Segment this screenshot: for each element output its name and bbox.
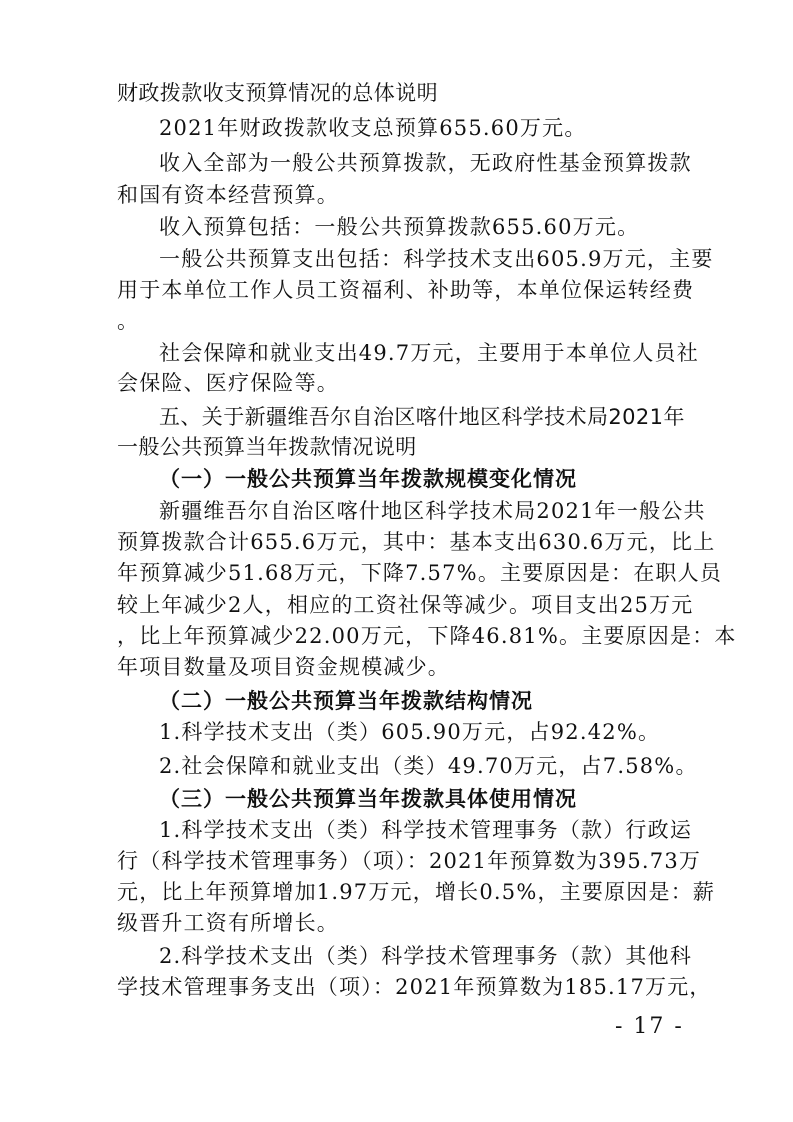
section-title: 财政拨款收支预算情况的总体说明 [117, 81, 438, 105]
paragraph-line: 社会保障和就业支出49.7万元，主要用于本单位人员社 [159, 341, 699, 365]
subsection-heading: （三）一般公共预算当年拨款具体使用情况 [159, 787, 577, 811]
subsection-heading: （一）一般公共预算当年拨款规模变化情况 [159, 467, 577, 491]
paragraph-line: 1.科学技术支出（类）科学技术管理事务（款）行政运 [159, 818, 693, 842]
paragraph-line: 2.社会保障和就业支出（类）49.70万元，占7.58%。 [159, 754, 698, 778]
section-heading: 一般公共预算当年拨款情况说明 [117, 435, 417, 459]
paragraph-line: 收入预算包括：一般公共预算拨款655.60万元。 [159, 215, 640, 239]
paragraph-line: 年项目数量及项目资金规模减少。 [117, 655, 450, 679]
paragraph-line: 元，比上年预算增加1.97万元，增长0.5%，主要原因是：薪 [117, 880, 716, 904]
page-number: - 17 - [615, 1014, 684, 1039]
paragraph-line: 收入全部为一般公共预算拨款，无政府性基金预算拨款 [159, 151, 692, 175]
paragraph-line: 年预算减少51.68万元，下降7.57%。主要原因是：在职人员 [117, 561, 723, 585]
paragraph-line: 预算拨款合计655.6万元，其中：基本支出630.6万元，比上 [117, 530, 716, 554]
section-heading: 五、关于新疆维吾尔自治区喀什地区科学技术局2021年 [159, 405, 685, 429]
subsection-heading: （二）一般公共预算当年拨款结构情况 [159, 689, 533, 713]
paragraph-line: 级晋升工资有所增长。 [117, 911, 339, 935]
paragraph-line: 。 [117, 309, 140, 333]
paragraph-line: ，比上年预算减少22.00万元，下降46.81%。主要原因是：本 [117, 624, 737, 648]
paragraph-line: 行（科学技术管理事务）（项）：2021年预算数为395.73万 [117, 849, 702, 873]
paragraph-line: 用于本单位工作人员工资福利、补助等，本单位保运转经费 [117, 278, 695, 302]
paragraph-line: 2.科学技术支出（类）科学技术管理事务（款）其他科 [159, 944, 693, 968]
paragraph-line: 和国有资本经营预算。 [117, 183, 339, 207]
paragraph-line: 会保险、医疗保险等。 [117, 371, 339, 395]
paragraph-line: 较上年减少2人，相应的工资社保等减少。项目支出25万元 [117, 593, 694, 617]
paragraph-line: 2021年财政拨款收支总预算655.60万元。 [159, 116, 587, 140]
paragraph-line: 1.科学技术支出（类）605.90万元，占92.42%。 [159, 720, 661, 744]
paragraph-line: 学技术管理事务支出（项）：2021年预算数为185.17万元， [117, 975, 712, 999]
paragraph-line: 一般公共预算支出包括：科学技术支出605.9万元，主要 [159, 247, 714, 271]
paragraph-line: 新疆维吾尔自治区喀什地区科学技术局2021年一般公共 [159, 499, 706, 523]
